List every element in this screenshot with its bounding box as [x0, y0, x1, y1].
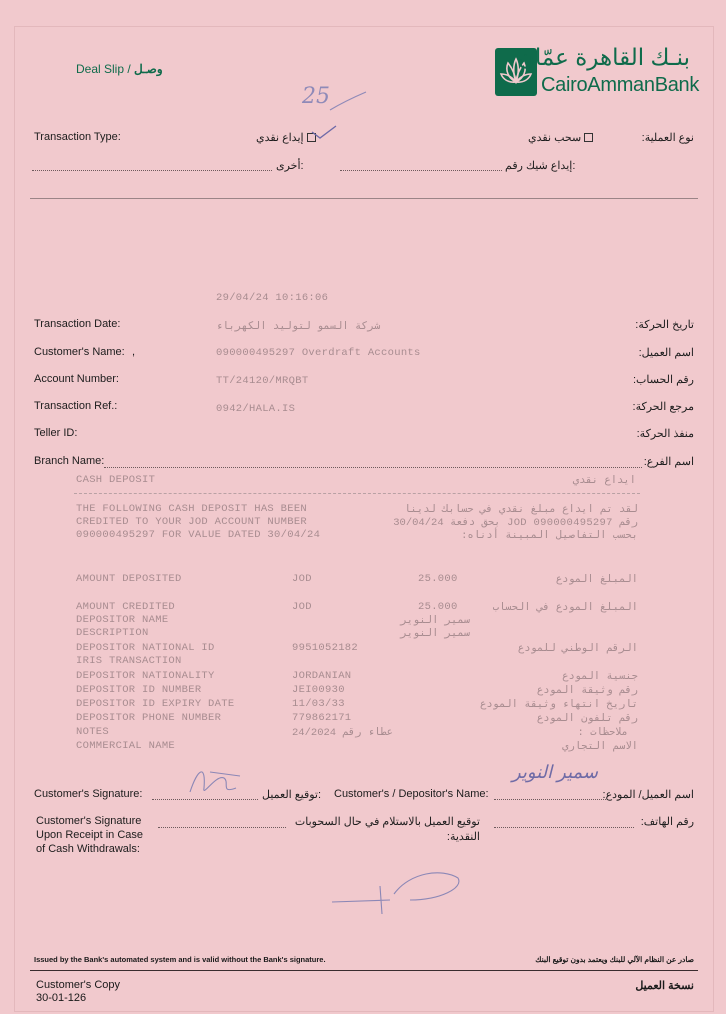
transaction-date-label-ar: تاريخ الحركة:: [635, 319, 694, 331]
customer-name-label-en: Customer's Name:: [34, 346, 125, 358]
transaction-type-label-en: Transaction Type:: [34, 131, 121, 143]
id-number-value: JEI00930: [292, 684, 345, 696]
id-expiry-ar: تاريخ انتهاء وثيقة المودع: [480, 699, 638, 711]
national-id-value: 9951052182: [292, 642, 359, 654]
checkmark-icon: [310, 124, 340, 144]
amount-deposited-ar: المبلغ المودع: [555, 574, 638, 586]
handwritten-stroke: [300, 90, 370, 120]
account-number-label-en: Account Number:: [34, 373, 119, 385]
teller-id-label-en: Teller ID:: [34, 427, 78, 439]
amount-credited-value: 25.000: [418, 601, 458, 613]
other-line: [32, 170, 272, 171]
receipt-signature-line[interactable]: [158, 827, 286, 828]
form-code: 30-01-126: [36, 992, 87, 1004]
commercial-name-ar: الاسم التجاري: [562, 741, 638, 753]
body-ar-3: بحسب التفاصيل المبينة أدناه:: [461, 530, 638, 542]
signature-scribble-icon: [180, 758, 260, 802]
description-en: DESCRIPTION: [76, 627, 149, 639]
nationality-ar: جنسية المودع: [562, 671, 638, 683]
printed-transaction-ref: TT/24120/MRQBT: [216, 375, 309, 387]
branch-name-label-en: Branch Name:: [34, 455, 105, 467]
receipt-signature-ar-line-1: توقيع العميل بالاستلام في حال السحوبات: [294, 816, 480, 828]
teller-scribble-icon: [330, 866, 470, 916]
national-id-en: DEPOSITOR NATIONAL ID: [76, 642, 215, 654]
id-expiry-en: DEPOSITOR ID EXPIRY DATE: [76, 698, 235, 710]
cash-deposit-en: CASH DEPOSIT: [76, 474, 156, 486]
amount-credited-en: AMOUNT CREDITED: [76, 601, 176, 613]
branch-name-label-ar: اسم الفرع:: [643, 456, 694, 468]
notes-value: 24/2024 عطاء رقم: [292, 727, 393, 739]
amount-deposited-currency: JOD: [292, 573, 312, 585]
phone-ar: رقم تلفون المودع: [536, 713, 638, 725]
account-number-label-ar: رقم الحساب:: [632, 374, 694, 386]
printed-datetime: 29/04/24 10:16:06: [216, 292, 329, 304]
id-number-ar: رقم وثيقة المودع: [536, 685, 638, 697]
customer-signature-label-en: Customer's Signature:: [34, 788, 143, 800]
cash-withdrawal-label: سحب نقدي: [528, 132, 582, 144]
description-value: سمير النوير: [400, 628, 470, 640]
body-en-1: THE FOLLOWING CASH DEPOSIT HAS BEEN: [76, 503, 308, 515]
body-en-2: CREDITED TO YOUR JOD ACCOUNT NUMBER: [76, 516, 308, 528]
cash-withdrawal-checkbox[interactable]: [584, 133, 593, 142]
footer-rule: [30, 970, 698, 971]
option-cash-withdrawal[interactable]: [528, 131, 596, 144]
option-cheque-label: إيداع شيك رقم:: [505, 160, 576, 172]
slip-title-en: Deal Slip /: [76, 62, 131, 76]
customer-signature-label-ar: توقيع العميل:: [262, 789, 322, 801]
receipt-signature-line-1: Customer's Signature: [36, 815, 142, 827]
receipt-signature-line-2: Upon Receipt in Case: [36, 829, 144, 841]
branch-name-line: [104, 467, 642, 468]
transaction-ref-label-ar: مرجع الحركة:: [632, 401, 694, 413]
body-ar-2: رقم JOD 090000495297 بحق دفعة 30/04/24: [393, 517, 638, 529]
mark-dot: ,: [132, 346, 136, 358]
amount-credited-currency: JOD: [292, 601, 312, 613]
issued-en: Issued by the Bank's automated system and is valid without the Bank's signature.: [34, 955, 326, 964]
depositor-name-en: DEPOSITOR NAME: [76, 614, 169, 626]
body-en-3: 090000495297 FOR VALUE DATED 30/04/24: [76, 529, 321, 541]
depositor-name-label-en: Customer's / Depositor's Name:: [334, 788, 489, 800]
receipt-signature-label-en: [36, 814, 143, 856]
copy-label-en: [36, 979, 120, 1005]
transaction-ref-label-en: Transaction Ref.:: [34, 400, 118, 412]
printed-teller-id: 0942/HALA.IS: [216, 403, 296, 415]
bank-name-en: CairoAmmanBank: [541, 74, 700, 96]
receipt-signature-ar-line-2: النقدية:: [446, 831, 480, 843]
receipt-signature-line-3: of Cash Withdrawals:: [36, 843, 140, 855]
nationality-value: JORDANIAN: [292, 670, 352, 682]
amount-deposited-value: 25.000: [418, 573, 458, 585]
divider-line: [30, 198, 698, 199]
national-id-ar: الرقم الوطني للمودع: [517, 643, 638, 655]
amount-deposited-en: AMOUNT DEPOSITED: [76, 573, 182, 585]
teller-id-label-ar: منفذ الحركة:: [636, 428, 694, 440]
printed-account-number: 090000495297 Overdraft Accounts: [216, 347, 421, 359]
slip-title-ar: وصـل: [134, 62, 163, 76]
customer-copy-en: Customer's Copy: [36, 979, 121, 991]
id-number-en: DEPOSITOR ID NUMBER: [76, 684, 202, 696]
slip-title: [76, 62, 163, 76]
iris-transaction-en: IRIS TRANSACTION: [76, 655, 182, 667]
phone-label-ar: رقم الهاتف:: [640, 816, 694, 828]
transaction-type-label-ar: نوع العملية:: [641, 132, 694, 144]
commercial-name-en: COMMERCIAL NAME: [76, 740, 176, 752]
notes-en: NOTES: [76, 726, 110, 738]
customer-name-label-ar: اسم العميل:: [638, 347, 694, 359]
issued-ar: صادر عن النظام الآلي للبنك ويعتمد بدون توقيع البنك: [535, 955, 694, 964]
receipt-signature-label-ar: [290, 815, 480, 845]
cash-deposit-label: إيداع نقدي: [256, 132, 304, 144]
handwritten-number: 25: [302, 84, 330, 109]
customer-copy-ar: نسخة العميل: [635, 980, 694, 992]
printed-customer-name: شركة السمو لتوليد الكهرباء: [216, 321, 381, 333]
notes-ar: ملاحظات :: [577, 727, 628, 739]
phone-line[interactable]: [494, 827, 634, 828]
phone-en: DEPOSITOR PHONE NUMBER: [76, 712, 222, 724]
option-other-label: أخرى:: [276, 160, 304, 172]
cash-deposit-rule: [74, 493, 640, 494]
amount-credited-ar: المبلغ المودع في الحساب: [492, 602, 638, 614]
nationality-en: DEPOSITOR NATIONALITY: [76, 670, 215, 682]
cash-deposit-ar: ايداع نقدي: [572, 475, 636, 487]
body-ar-1: لقد تم ايداع مبلغ نقدي في حسابك لدينا: [404, 504, 638, 516]
cheque-number-line: [340, 170, 502, 171]
id-expiry-value: 11/03/33: [292, 698, 345, 710]
depositor-name-line[interactable]: [494, 799, 606, 800]
transaction-date-label-en: Transaction Date:: [34, 318, 121, 330]
phone-value: 779862171: [292, 712, 352, 724]
depositor-name-value: سمير النوير: [400, 615, 470, 627]
bank-name-ar: بنـك القاهرة عمّان: [517, 44, 690, 70]
depositor-name-label-ar: اسم العميل/ المودع:: [602, 789, 694, 801]
handwritten-depositor-name: سمير النوير: [511, 762, 598, 782]
